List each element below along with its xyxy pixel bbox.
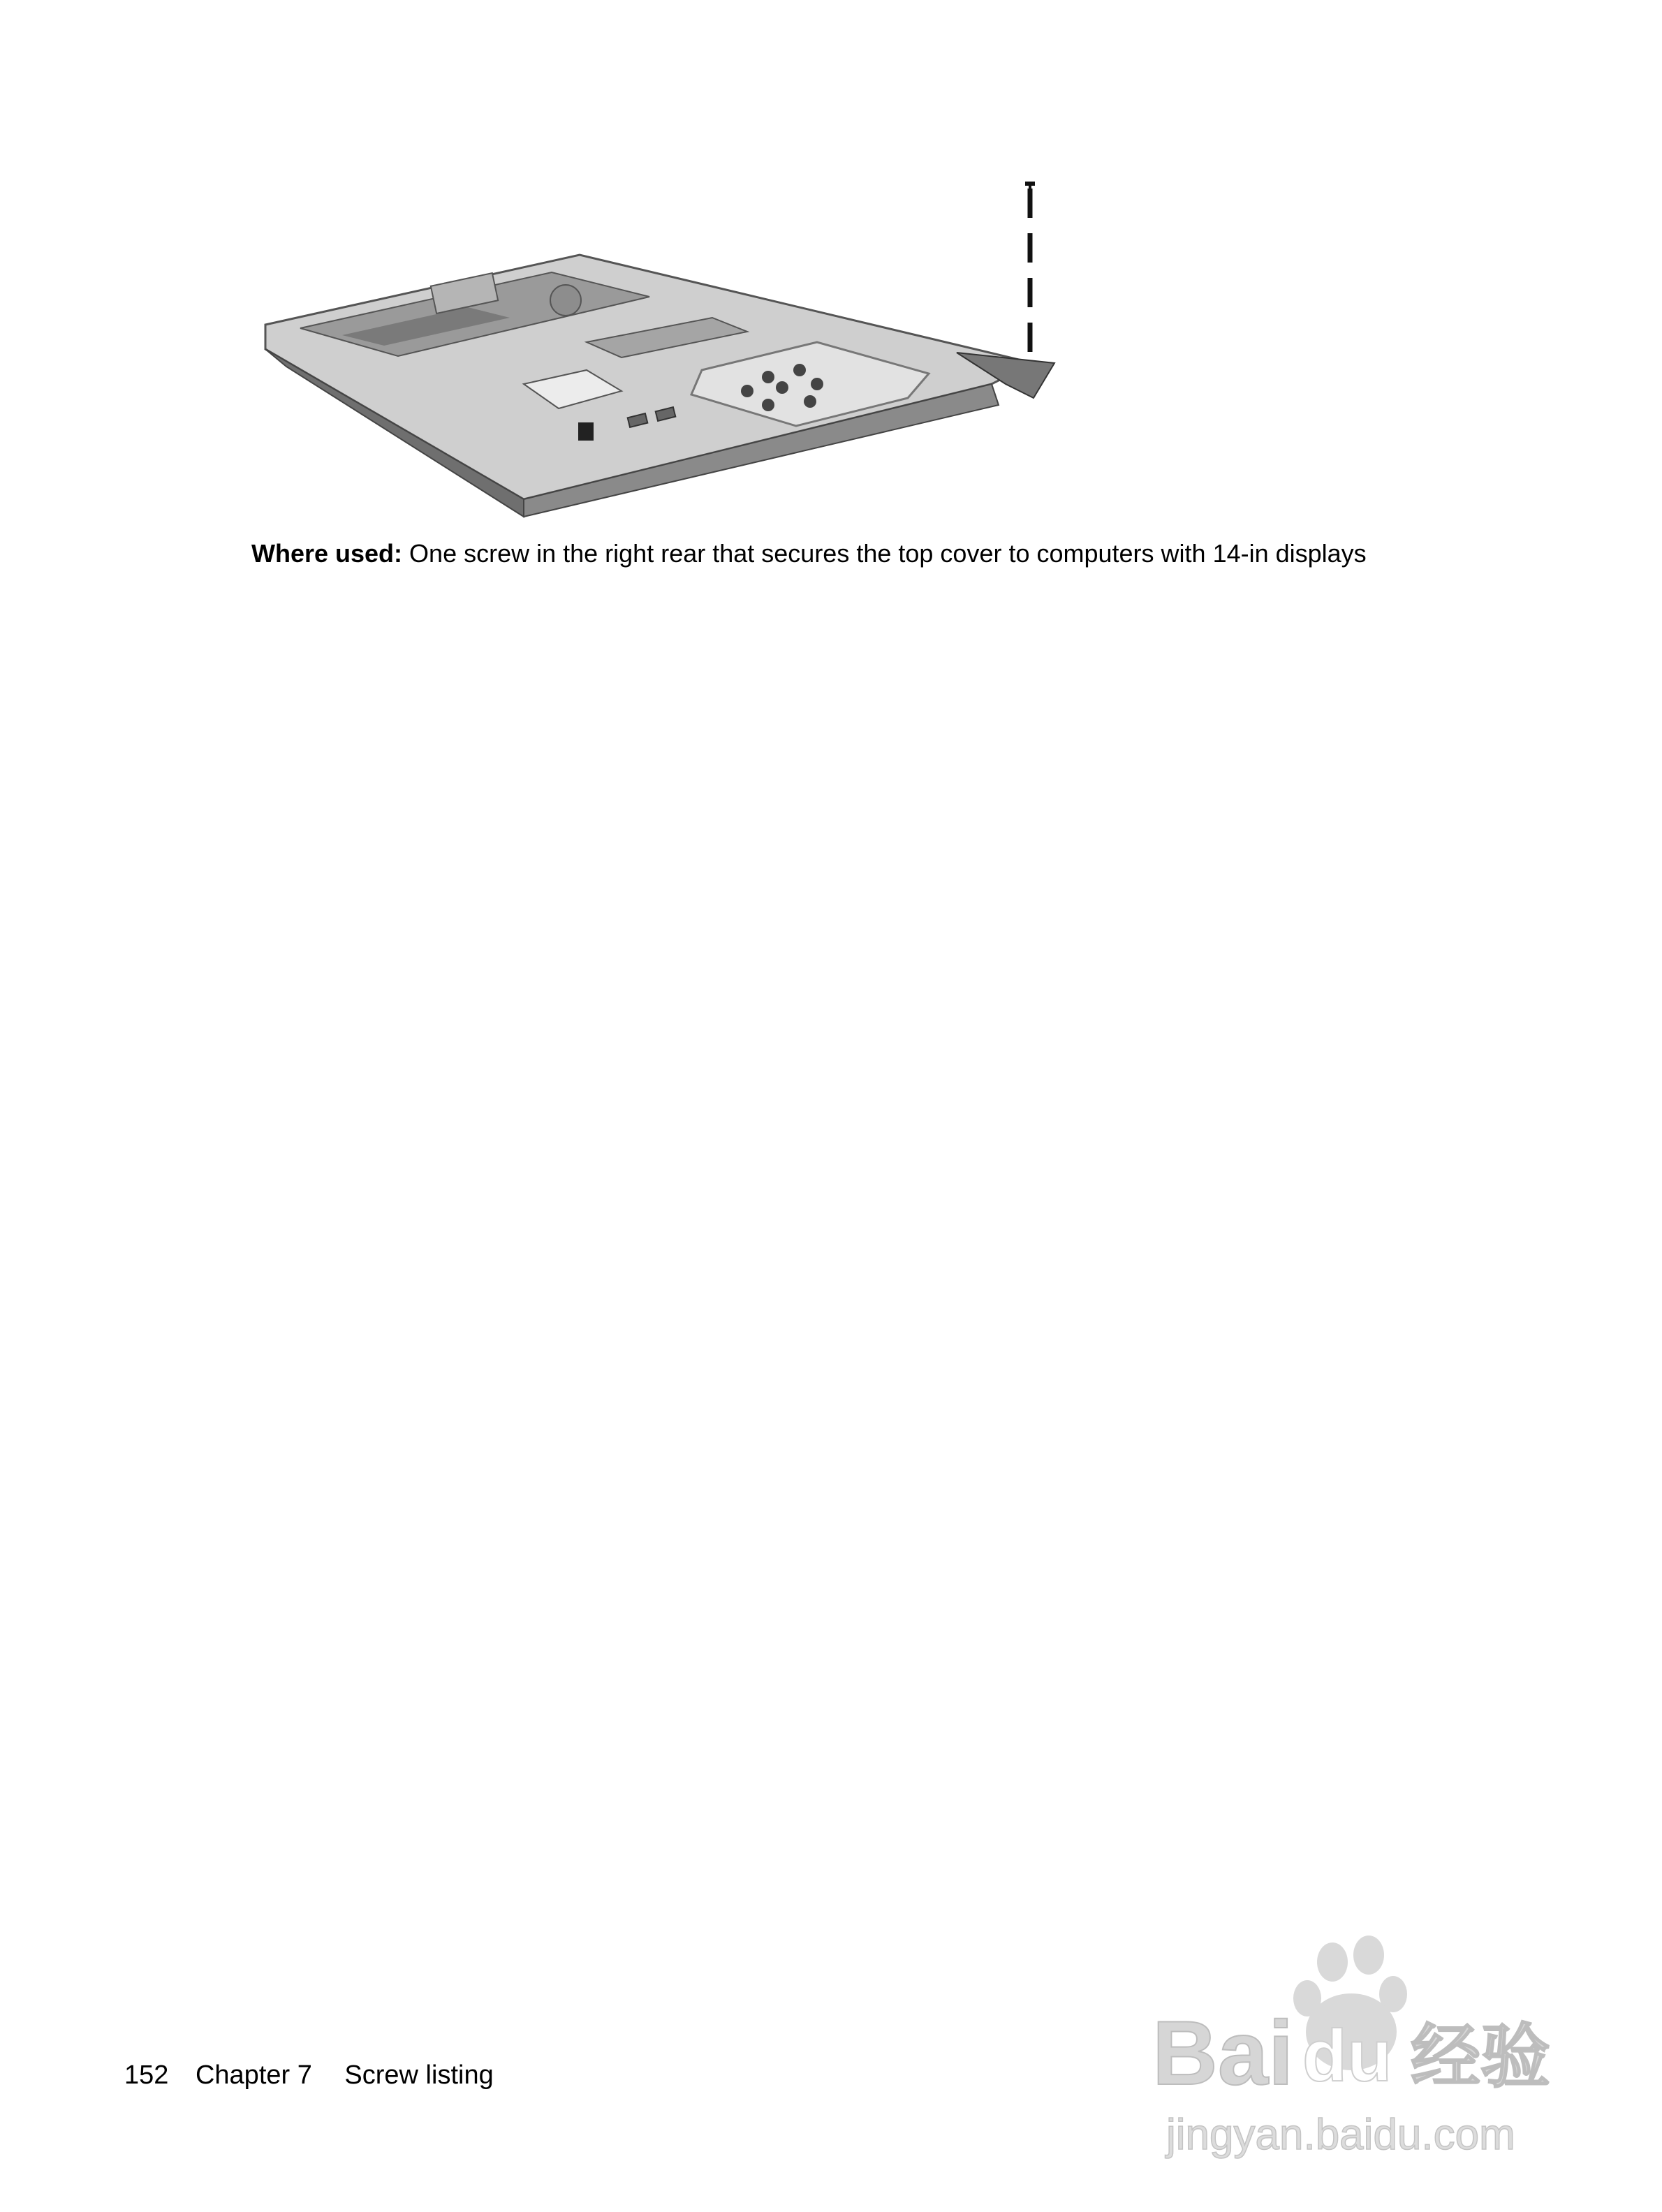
svg-text:du: du (1302, 2015, 1392, 2097)
baidu-watermark (1152, 1934, 1571, 2165)
watermark-url-text: jingyan.baidu.com (1166, 2111, 1515, 2159)
screw-callout-icon (1025, 182, 1035, 362)
svg-text:Bai: Bai (1152, 2002, 1294, 2104)
section-label: Screw listing (344, 2060, 494, 2090)
watermark-brand-text (1152, 2002, 1550, 2104)
svg-text:经验: 经验 (1411, 2018, 1550, 2096)
page-number: 152 (124, 2060, 169, 2090)
chapter-label: Chapter 7 (195, 2060, 312, 2090)
page-footer (124, 2058, 494, 2092)
figure-caption (251, 538, 1367, 570)
caption-text: One screw in the right rear that secures the top cover to computers with 14-in displays (402, 539, 1367, 568)
caption-lead: Where used: (251, 539, 403, 568)
laptop-base-illustration (258, 175, 1096, 538)
